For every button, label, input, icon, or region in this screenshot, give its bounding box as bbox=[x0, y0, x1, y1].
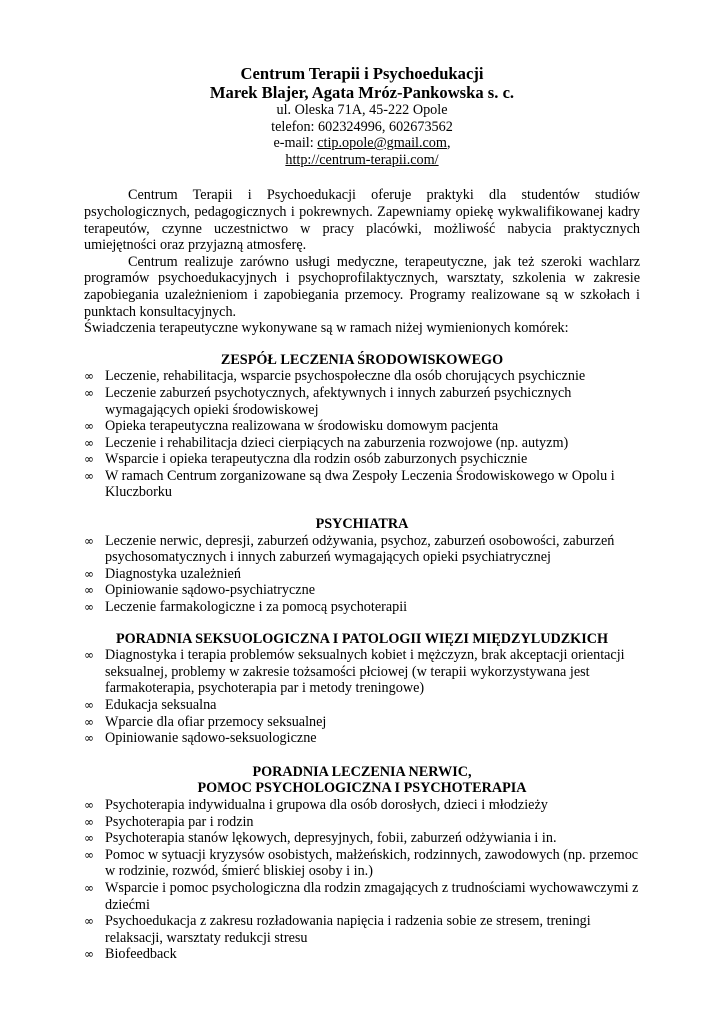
website-line bbox=[84, 152, 640, 169]
list-item: ∞ Pomoc w sytuacji kryzysów osobistych, małżeńskich, rodzinnych, zawodowych (np. przemoc w rodzinie, rozwód, śmierć bliskiej osoby i in.) bbox=[84, 846, 639, 880]
email-suffix: , bbox=[446, 135, 451, 152]
list-item: ∞ Leczenie nerwic, depresji, zaburzeń odżywania, psychoz, zaburzeń osobowości, zaburzeń psychosomatycznych i innych zaburzeń wymagających opieki psychiatrycznej bbox=[84, 532, 615, 566]
infinity-bullet-icon: ∞ bbox=[84, 452, 94, 467]
organization-name: Centrum Terapii i Psychoedukacji bbox=[240, 64, 484, 83]
phone: telefon: 602324996, 602673562 bbox=[271, 118, 453, 135]
list-item: ∞ Wparcie dla ofiar przemocy seksualnej bbox=[84, 713, 327, 730]
infinity-bullet-icon: ∞ bbox=[84, 731, 94, 746]
infinity-bullet-icon: ∞ bbox=[84, 566, 94, 581]
infinity-bullet-icon: ∞ bbox=[84, 600, 94, 615]
section-zespol bbox=[84, 352, 640, 501]
list-item: ∞ Diagnostyka uzależnień bbox=[84, 565, 241, 582]
infinity-bullet-icon: ∞ bbox=[84, 419, 94, 434]
infinity-bullet-icon: ∞ bbox=[84, 880, 94, 895]
infinity-bullet-icon: ∞ bbox=[84, 814, 94, 829]
list-item: ∞ Opiniowanie sądowo-seksuologiczne bbox=[84, 730, 317, 747]
bullet-list bbox=[84, 368, 640, 501]
list-item: ∞ Opiniowanie sądowo-psychiatryczne bbox=[84, 582, 315, 599]
section-title: PORADNIA LECZENIA NERWIC, bbox=[252, 763, 472, 780]
infinity-bullet-icon: ∞ bbox=[84, 648, 94, 663]
section-title: PORADNIA SEKSUOLOGICZNA I PATOLOGII WIĘZI MIĘDZYLUDZKICH bbox=[115, 630, 609, 647]
section-title: ZESPÓŁ LECZENIA ŚRODOWISKOWEGO bbox=[220, 351, 504, 368]
section-subtitle: POMOC PSYCHOLOGICZNA I PSYCHOTERAPIA bbox=[197, 780, 527, 797]
section-psychiatra bbox=[84, 516, 640, 616]
bullet-list bbox=[84, 797, 640, 963]
list-item: ∞ Wsparcie i opieka terapeutyczna dla rodzin osób zaburzonych psychicznie bbox=[84, 451, 528, 468]
list-item: ∞ Psychoterapia indywidualna i grupowa dla osób dorosłych, dzieci i młodzieży bbox=[84, 796, 548, 813]
infinity-bullet-icon: ∞ bbox=[84, 914, 94, 929]
infinity-bullet-icon: ∞ bbox=[84, 831, 94, 846]
website-link[interactable]: http://centrum-terapii.com/ bbox=[285, 151, 439, 168]
infinity-bullet-icon: ∞ bbox=[84, 583, 94, 598]
bullet-list bbox=[84, 533, 640, 616]
email-label: e-mail: bbox=[273, 135, 318, 152]
infinity-bullet-icon: ∞ bbox=[84, 369, 94, 384]
list-item: ∞ Psychoedukacja z zakresu rozładowania napięcia i radzenia sobie ze stresem, treningi relaksacji, warsztaty redukcji stresu bbox=[84, 913, 591, 946]
intro-paragraph: Centrum realizuje zarówno usługi medyczne, terapeutyczne, jak też szeroki wachlarz programów psychoedukacyjnych i psychoprofilaktycznych, warsztaty, szkolenia w zakresie zapobiegania uzależnieniom i zapobiegania przemocy. Programy realizowane są w szkołach i punktach konsultacyjnych. bbox=[84, 253, 640, 320]
list-item: ∞ Biofeedback bbox=[84, 946, 177, 963]
list-item: ∞ Leczenie farmakologiczne i za pomocą psychoterapii bbox=[84, 599, 408, 616]
list-item: ∞ Leczenie i rehabilitacja dzieci cierpiących na zaburzenia rozwojowe (np. autyzm) bbox=[84, 434, 569, 451]
section-poradnia-nerwic bbox=[84, 764, 640, 963]
letterhead bbox=[84, 64, 640, 168]
email-link[interactable]: ctip.opole@gmail.com bbox=[317, 135, 447, 152]
infinity-bullet-icon: ∞ bbox=[84, 714, 94, 729]
infinity-bullet-icon: ∞ bbox=[84, 533, 94, 548]
section-title: PSYCHIATRA bbox=[315, 516, 409, 533]
infinity-bullet-icon: ∞ bbox=[84, 698, 94, 712]
list-item: ∞ Leczenie, rehabilitacja, wsparcie psychospołeczne dla osób chorujących psychicznie bbox=[84, 368, 586, 385]
list-item: ∞ Psychoterapia stanów lękowych, depresyjnych, fobii, zaburzeń odżywiania i in. bbox=[84, 830, 557, 847]
list-item: ∞ Leczenie zaburzeń psychotycznych, afektywnych i innych zaburzeń psychicznych wymagających opieki środowiskowej bbox=[84, 384, 572, 418]
infinity-bullet-icon: ∞ bbox=[84, 468, 94, 483]
list-item: ∞ Opieka terapeutyczna realizowana w środowisku domowym pacjenta bbox=[84, 418, 499, 435]
infinity-bullet-icon: ∞ bbox=[84, 797, 94, 812]
list-item: ∞ Psychoterapia par i rodzin bbox=[84, 813, 254, 830]
list-item: ∞ Wsparcie i pomoc psychologiczna dla rodzin zmagających z trudnościami wychowawczymi z dziećmi bbox=[84, 879, 639, 913]
address: ul. Oleska 71A, 45-222 Opole bbox=[276, 102, 448, 118]
infinity-bullet-icon: ∞ bbox=[84, 947, 94, 962]
infinity-bullet-icon: ∞ bbox=[84, 847, 94, 862]
section-poradnia-seksuologiczna bbox=[84, 631, 640, 747]
intro-paragraph: Centrum Terapii i Psychoedukacji oferuje praktyki dla studentów studiów psychologicznych, pedagogicznych i pokrewnych. Zapewniamy opiekę wykwalifikowanej kadry terapeutów, czynne uczestnictwo w pracy placówki, możliwość nabycia praktycznych umiejętności oraz przyjazną atmosferę. bbox=[84, 187, 640, 254]
owners-name: Marek Blajer, Agata Mróz-Pankowska s. c. bbox=[209, 83, 515, 102]
bullet-list bbox=[84, 647, 640, 747]
intro-text bbox=[84, 187, 640, 336]
email-line bbox=[84, 135, 640, 152]
list-item: ∞ Edukacja seksualna bbox=[84, 697, 217, 713]
list-item: ∞ W ramach Centrum zorganizowane są dwa Zespoły Leczenia Środowiskowego w Opolu i Kluczborku bbox=[84, 467, 615, 501]
infinity-bullet-icon: ∞ bbox=[84, 435, 94, 450]
intro-paragraph: Świadczenia terapeutyczne wykonywane są w ramach niżej wymienionych komórek: bbox=[84, 320, 569, 337]
infinity-bullet-icon: ∞ bbox=[84, 385, 94, 400]
list-item: ∞ Diagnostyka i terapia problemów seksualnych kobiet i mężczyzn, brak akceptacji orientacji seksualnej, problemy w zakresie tożsamości płciowej (w terapii wykorzystywana jest farmakoterapia, psychoterapia par i metody treningowe) bbox=[84, 647, 625, 697]
